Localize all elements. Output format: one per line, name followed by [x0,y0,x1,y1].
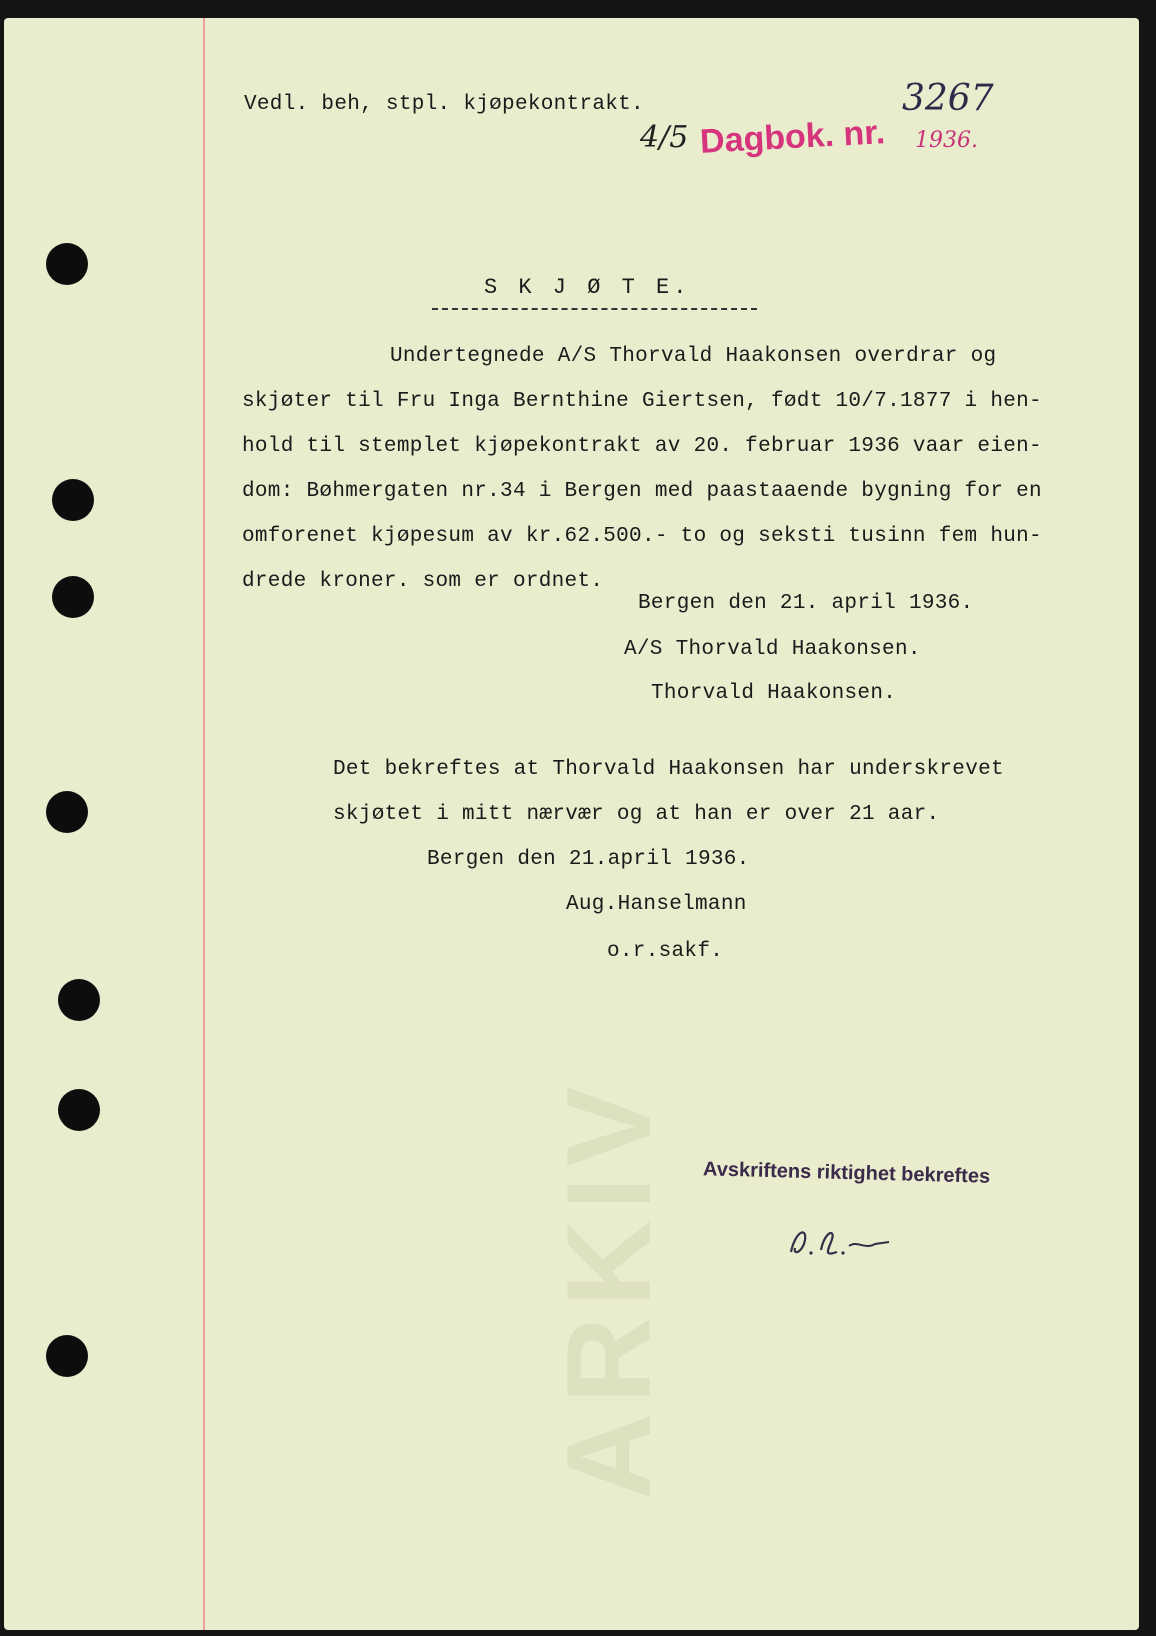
signature-signer: Thorvald Haakonsen. [651,682,897,705]
punch-hole [46,243,88,285]
journal-year: 1936. [915,128,978,153]
body-line: skjøter til Fru Inga Bernthine Giertsen, født 10/7.1877 i hen- [242,390,1042,413]
punch-hole [58,979,100,1021]
body-line: Undertegnede A/S Thorvald Haakonsen overdrar og [390,345,997,368]
punch-hole [52,576,94,618]
body-line: hold til stemplet kjøpekontrakt av 20. februar 1936 vaar eien- [242,435,1042,458]
attestation-line: Det bekreftes at Thorvald Haakonsen har underskrevet [333,758,1004,781]
body-line: omforenet kjøpesum av kr.62.500.- to og seksti tusinn fem hun- [242,525,1042,548]
body-line: dom: Bøhmergaten nr.34 i Bergen med paastaaende bygning for en [242,480,1042,503]
attestation-name: Aug.Hanselmann [566,893,747,916]
journal-stamp-label: Dagbok. nr. [699,113,886,161]
signature-place-date: Bergen den 21. april 1936. [638,592,974,615]
attestation-title: o.r.sakf. [607,940,724,963]
punch-hole [46,791,88,833]
stamp-date-handwritten: 4/5 [640,120,689,155]
attestation-place-date: Bergen den 21.april 1936. [427,848,750,871]
enclosure-note: Vedl. beh, stpl. kjøpekontrakt. [244,93,644,116]
background-watermark: ARKIV [542,1076,676,1500]
body-line: drede kroner. som er ordnet. [242,570,604,593]
title-underline [432,308,757,310]
punch-hole [46,1335,88,1377]
attestation-line: skjøtet i mitt nærvær og at han er over 21 aar. [333,803,940,826]
margin-rule [203,18,205,1630]
document-title: S K J Ø T E. [484,275,691,300]
certification-stamp: Avskriftens riktighet bekreftes [702,1158,991,1188]
signature-company: A/S Thorvald Haakonsen. [624,638,921,661]
journal-number-handwritten: 3267 [902,78,994,119]
handwritten-initials [785,1222,895,1262]
punch-hole [58,1089,100,1131]
punch-hole [52,479,94,521]
